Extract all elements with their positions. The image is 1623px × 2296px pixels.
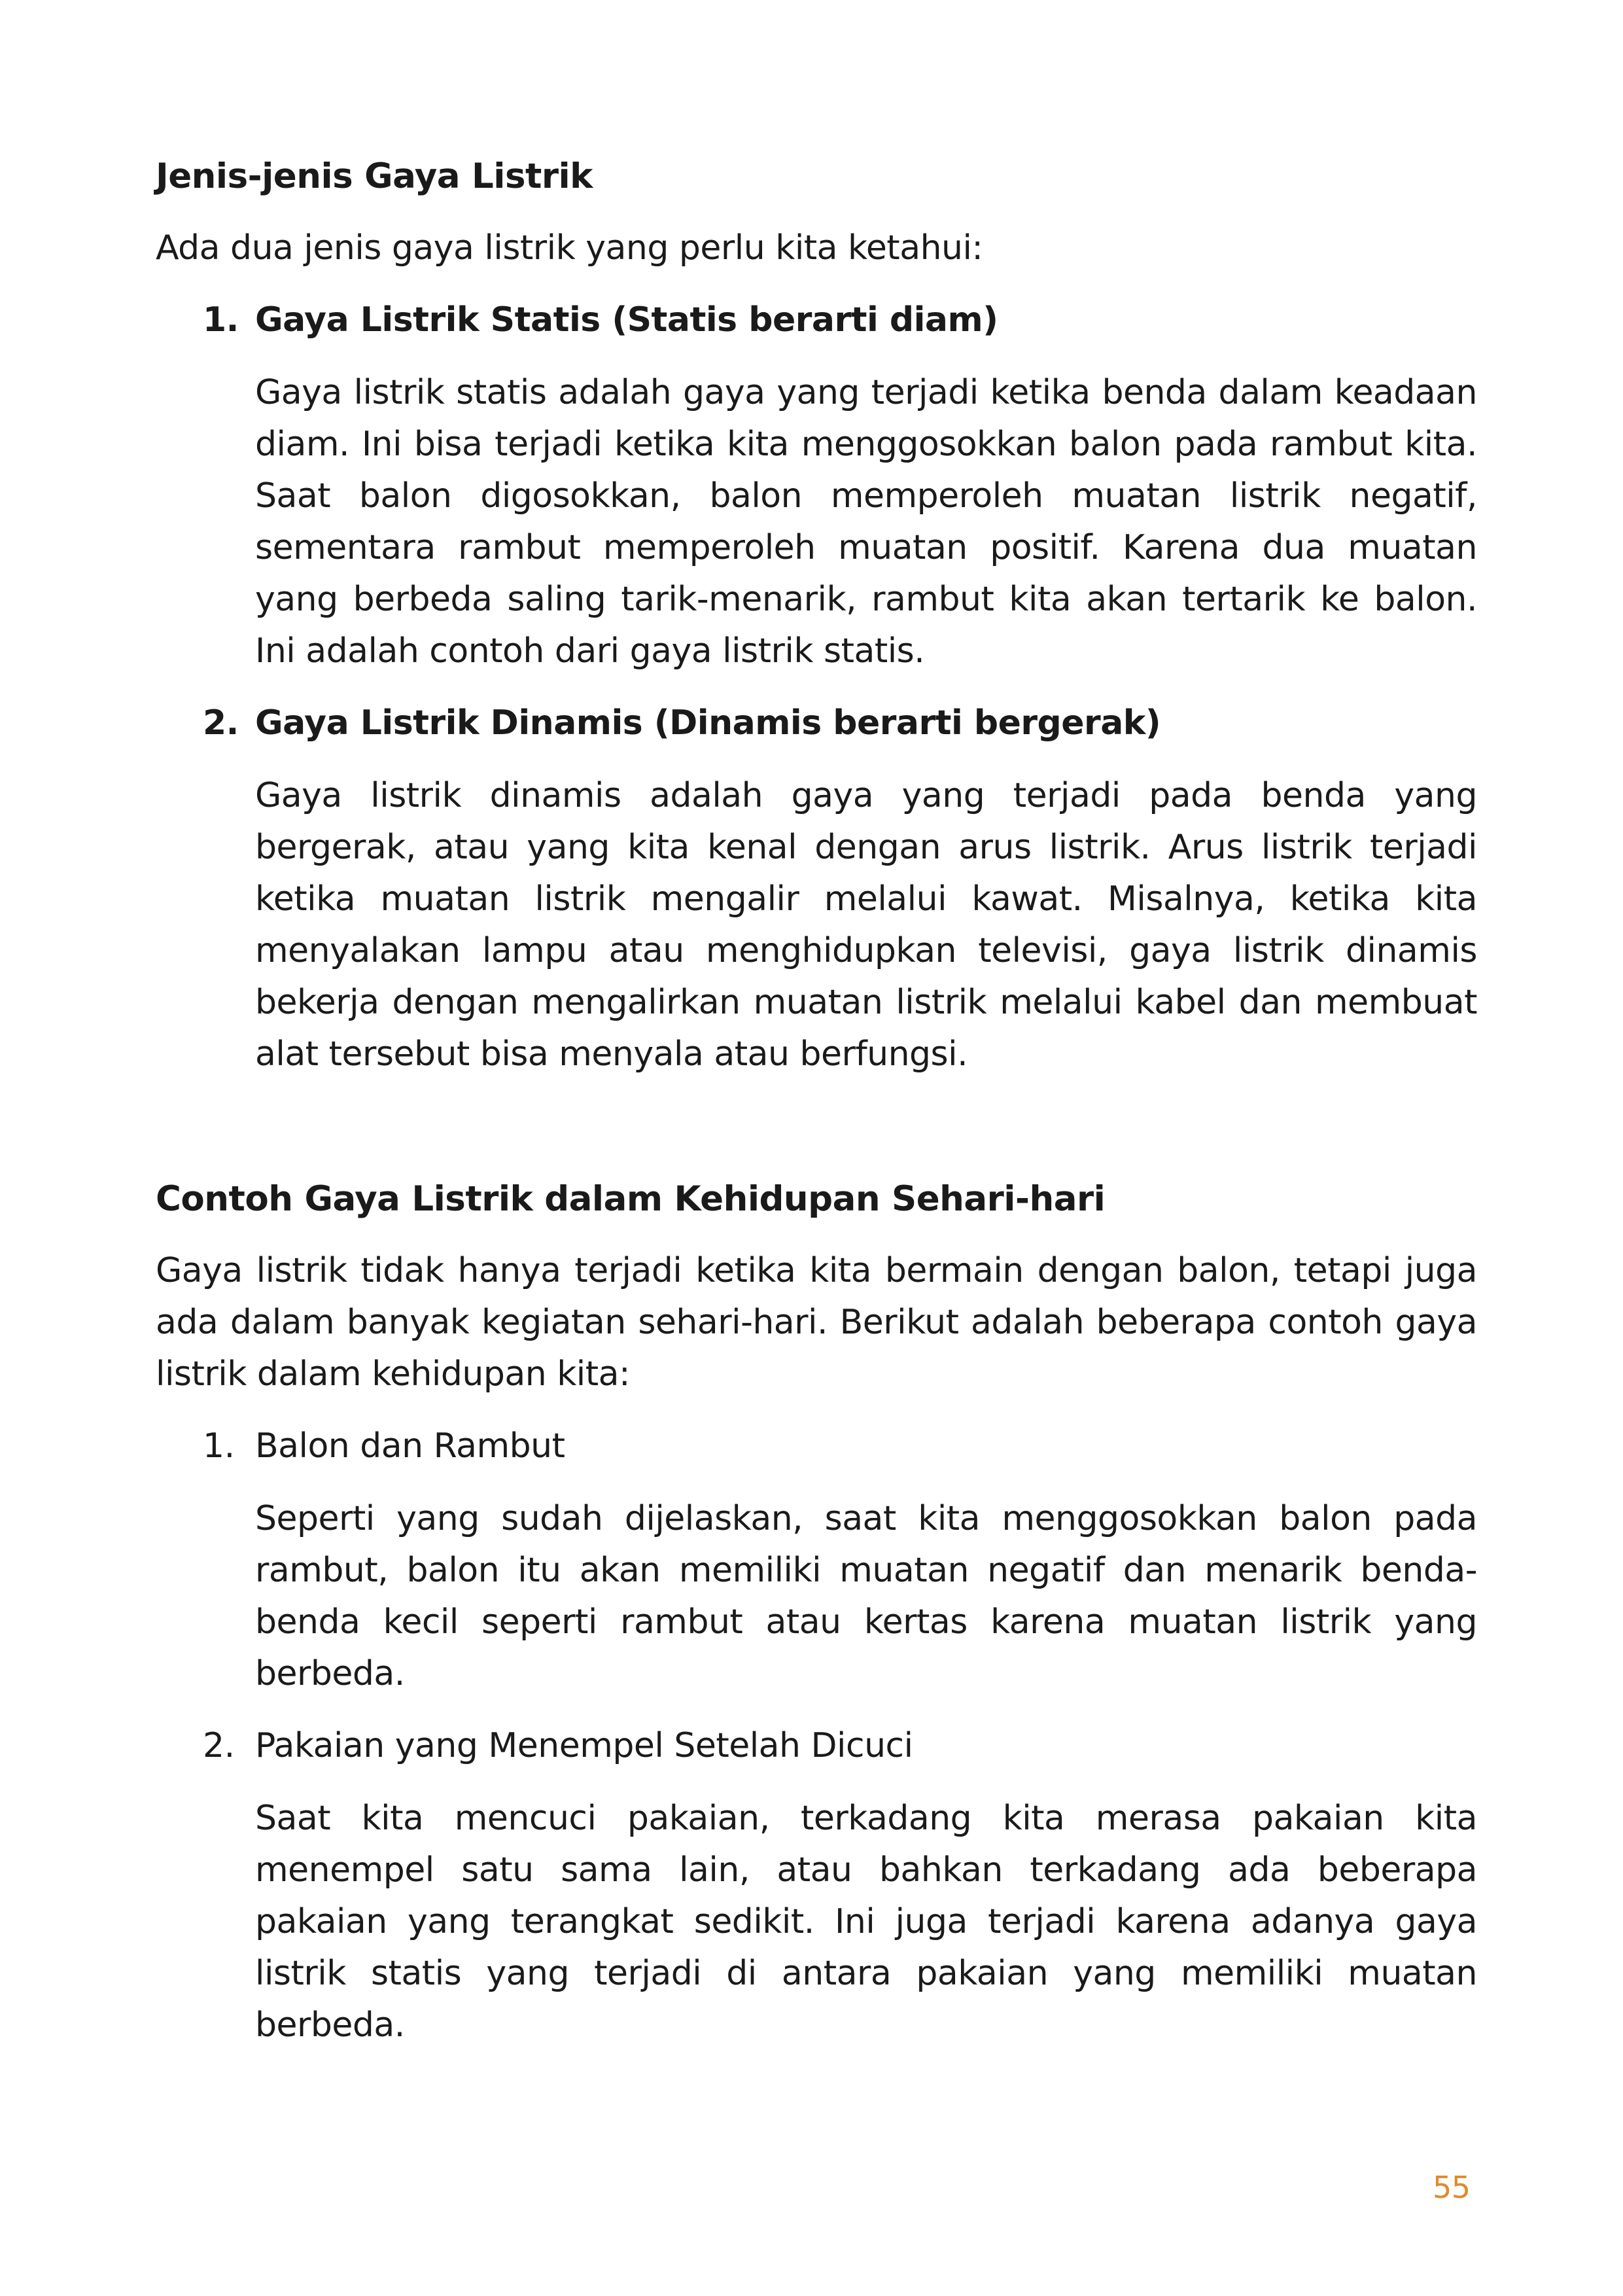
list-item-title-row xyxy=(203,1420,1477,1472)
list-item-body: Gaya listrik statis adalah gaya yang terjadi ketika benda dalam keadaan diam. Ini bisa terjadi ketika kita menggosokkan balon pada rambut kita. Saat balon digosokkan, balon memperoleh muatan listrik negatif, sementara rambut memperoleh muatan positif. Karena dua muatan yang berbeda saling tarik-menarik, rambut kita akan tertarik ke balon. Ini adalah contoh dari gaya listrik statis. xyxy=(255,373,1477,671)
list-item-number: 2. xyxy=(203,1726,235,1765)
section-intro-jenis: Ada dua jenis gaya listrik yang perlu kita ketahui: xyxy=(156,228,983,268)
section-heading-jenis: Jenis-jenis Gaya Listrik xyxy=(156,156,593,196)
list-item-title-row xyxy=(203,697,1477,749)
list-item-number: 1. xyxy=(203,1426,235,1466)
section-intro-contoh: Gaya listrik tidak hanya terjadi ketika kita bermain dengan balon, tetapi juga ada dalam banyak kegiatan sehari-hari. Berikut adalah beberapa contoh gaya listrik dalam kehidupan kita: xyxy=(156,1251,1477,1394)
list-item-body: Saat kita mencuci pakaian, terkadang kita merasa pakaian kita menempel satu sama lain, atau bahkan terkadang ada beberapa pakaian yang terangkat sedikit. Ini juga terjadi karena adanya gaya listrik statis yang terjadi di antara pakaian yang memiliki muatan berbeda. xyxy=(255,1799,1477,2045)
list-item xyxy=(156,697,1477,1080)
list-item-title-row xyxy=(203,294,1477,346)
list-item-number: 2. xyxy=(203,703,239,743)
page-number: 55 xyxy=(1433,2170,1471,2205)
list-item-title: Balon dan Rambut xyxy=(255,1426,565,1466)
list-item xyxy=(156,1420,1477,1700)
contoh-list xyxy=(156,1420,1477,2051)
list-item-number: 1. xyxy=(203,300,239,340)
section-heading-contoh: Contoh Gaya Listrik dalam Kehidupan Sehari-hari xyxy=(156,1179,1106,1219)
list-item-title: Gaya Listrik Statis (Statis berarti diam) xyxy=(255,300,998,340)
list-item-title: Gaya Listrik Dinamis (Dinamis berarti bergerak) xyxy=(255,703,1161,743)
list-item xyxy=(156,294,1477,677)
list-item-body: Gaya listrik dinamis adalah gaya yang terjadi pada benda yang bergerak, atau yang kita kenal dengan arus listrik. Arus listrik terjadi ketika muatan listrik mengalir melalui kawat. Misalnya, ketika kita menyalakan lampu atau menghidupkan televisi, gaya listrik dinamis bekerja dengan mengalirkan muatan listrik melalui kabel dan membuat alat tersebut bisa menyala atau berfungsi. xyxy=(255,776,1477,1074)
document-page xyxy=(156,150,1477,2071)
section-spacer xyxy=(156,1100,1477,1173)
list-item-title: Pakaian yang Menempel Setelah Dicuci xyxy=(255,1726,913,1765)
list-item-title-row xyxy=(203,1720,1477,1772)
jenis-list xyxy=(156,294,1477,1080)
list-item xyxy=(156,1720,1477,2051)
list-item-body: Seperti yang sudah dijelaskan, saat kita menggosokkan balon pada rambut, balon itu akan memiliki muatan negatif dan menarik benda-benda kecil seperti rambut atau kertas karena muatan listrik yang berbeda. xyxy=(255,1499,1477,1693)
